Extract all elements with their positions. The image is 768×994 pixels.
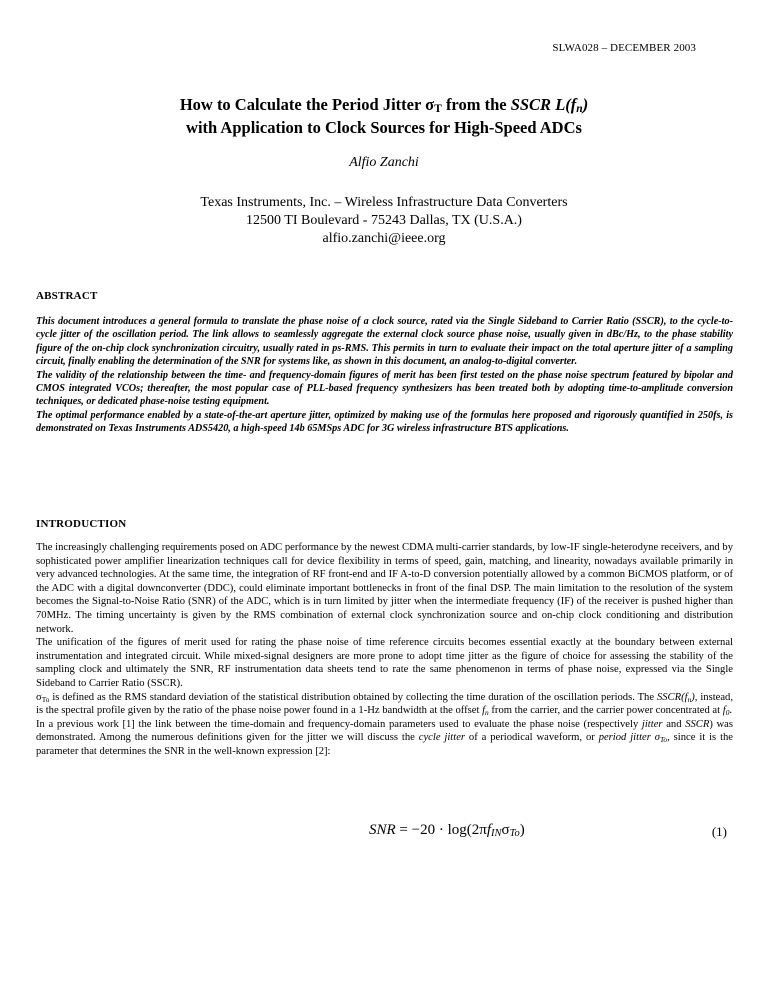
introduction-heading: INTRODUCTION [36, 518, 127, 530]
introduction-body [36, 541, 733, 759]
paper-title [60, 93, 708, 139]
equation-1 [36, 822, 733, 846]
abstract-paragraph: The optimal performance enabled by a state-of-the-art aperture jitter, optimized by making use of the formulas here proposed and rigorously quantified in 250fs, is demonstrated on Texas Instruments ADS5420, a high-speed 14b 65MSps ADC for 3G wireless infrastructure BTS applications. [36, 409, 733, 435]
abstract-paragraph: The validity of the relationship between the time- and frequency-domain figures of merit has been first tested on the phase noise spectrum featured by bipolar and CMOS integrated VCOs; thereafter, the most popular case of PLL-based frequency synthesizers has been treated both by adopting time-to-amplitude conversion techniques, or dedicated phase-noise testing equipment. [36, 369, 733, 408]
intro-paragraph: In a previous work [1] the link between the time-domain and frequency-domain parameters used to evaluate the phase noise (respectively jitter and SSCR) was demonstrated. Among the numerous definitions given for the jitter we will discuss the cycle jitter of a periodical waveform, or period jitter $\sigma_{To}$, since it is the parameter that determines the SNR in the well-known expression [2]: [36, 718, 734, 757]
abstract-paragraph: This document introduces a general formula to translate the phase noise of a clock source, rated via the Single Sideband to Carrier Ratio (SSCR), to the cycle-to-cycle jitter of the oscillation period. The link allows to seamlessly aggregate the external clock source phase noise, usually given in dBc/Hz, to the phase stability figure of the on-chip clock synchronization circuitry, usually rated in ps-RMS. This permits in turn to evaluate their impact on the total aperture jitter of a sampling circuit, finally enabling the determination of the SNR for systems like, as shown in this document, an analog-to-digital converter. [36, 316, 733, 368]
equation-number: (1) [711, 824, 727, 839]
abstract-body [36, 315, 733, 436]
intro-paragraph: $\sigma_{To}$ is defined as the RMS standard deviation of the statistical distribution obtained by collecting the time duration of the oscillation periods. The $SSCR(f_n)$, instead, is the spectral profile given by the ratio of the phase noise power found in a 1-Hz bandwidth at the offset $f_n$ from the carrier, and the carrier power concentrated at $f_0$. [36, 691, 733, 718]
author-affiliation [60, 194, 708, 248]
author-email: alfio.zanchi@ieee.org [322, 231, 446, 246]
title-line-1: How to Calculate the Period Jitter $\sigma_T$ from the SSCR $L(f_n)$ [179, 95, 589, 115]
intro-paragraph: The increasingly challenging requirements posed on ADC performance by the newest CDMA multi-carrier standards, by low-IF single-heterodyne receivers, and by sophisticated power amplifier linearization techniques call for device flexibility in terms of speed, gain, matching, and linearity, nowadays available primarily in very advanced technologies. At the same time, the integration of RF front-end and IF A-to-D conversion potentially allowed by a common BiCMOS platform, or of the ADC with a digital downconverter (DDC), could eliminate important bottlenecks in front of the final DSP. The main limitation to the resolution of the system becomes the Signal-to-Noise Ratio (SNR) of the ADC, which is in turn limited by jitter when the intermediate frequency (IF) of the receiver is pushed higher than 70MHz. The timing uncertainty is given by the RMS combination of external clock synchronization source and on-chip clock conditioning and distribution network. [36, 542, 733, 635]
title-line-2: with Application to Clock Sources for High-Speed ADCs [186, 118, 582, 137]
abstract-heading: ABSTRACT [36, 290, 98, 302]
affiliation-organization: Texas Instruments, Inc. – Wireless Infrastructure Data Converters [200, 195, 568, 210]
document-reference: SLWA028 – DECEMBER 2003 [552, 42, 696, 54]
author-name: Alfio Zanchi [349, 155, 419, 170]
equation-body: SNR = $-20 \cdot \log(2\pi f_{IN}\sigma_{To})$ [369, 822, 525, 839]
intro-paragraph: The unification of the figures of merit used for rating the phase noise of time reference circuits becomes essential exactly at the boundary between external instrumentation and integrated circuit. While mixed-signal designers are more prone to adopt time jitter as the figure of choice for assessing the stability of the sampling clock and ultimately the SNR, RF instrumentation data sheets tend to rate the same phenomenon in terms of phase noise, expressed via the Single Sideband to Carrier Ratio (SSCR). [36, 637, 733, 689]
affiliation-address: 12500 TI Boulevard - 75243 Dallas, TX (U.S.A.) [246, 213, 522, 228]
